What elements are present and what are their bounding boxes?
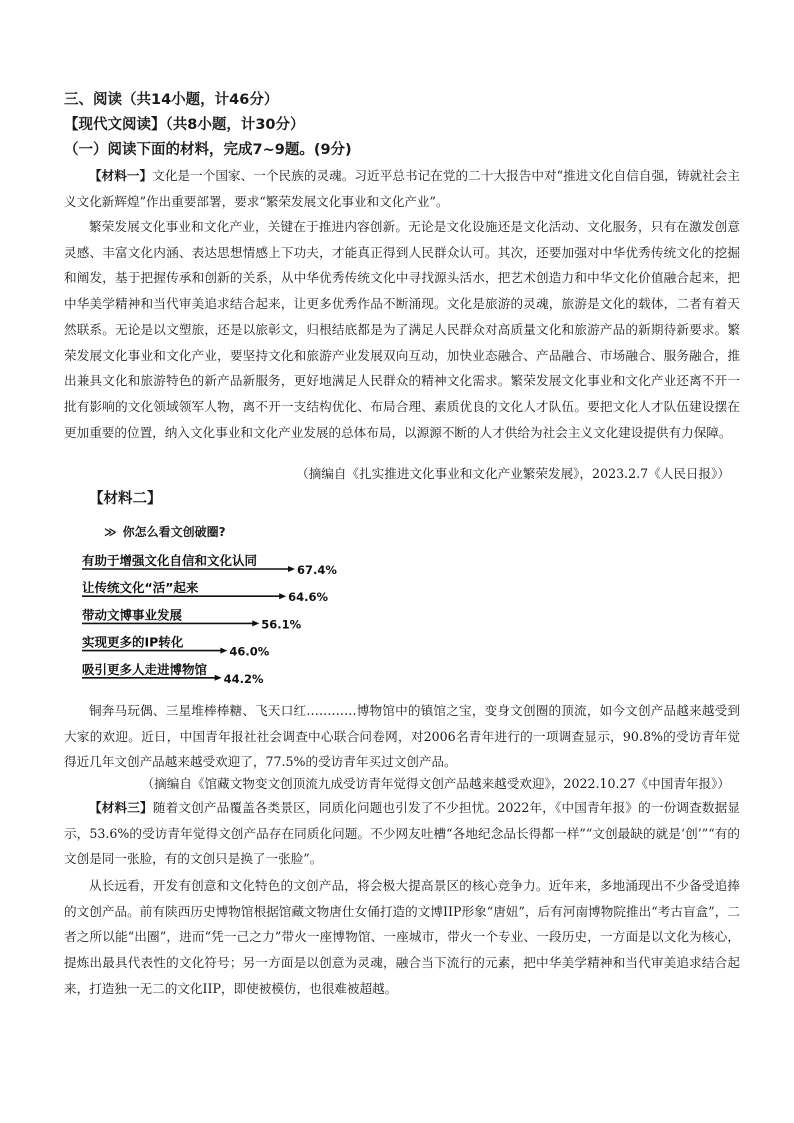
chart-value-label: 56.1% xyxy=(261,617,302,632)
chart-plot xyxy=(80,520,380,695)
chart-value-label: 44.2% xyxy=(223,671,264,686)
material1-source: （摘编自《扎实推进文化事业和文化产业繁荣发展》，2023.2.7《人民日报》） xyxy=(296,466,730,481)
chart-bar-arrowhead xyxy=(288,566,295,572)
chart-category-label: 吸引更多人走进博物馆 xyxy=(82,661,208,677)
chevron-double-right-icon: ≫ xyxy=(104,525,117,539)
chart-bar-arrowhead xyxy=(279,593,286,599)
material2-label: 【材料二】 xyxy=(89,491,162,507)
chart-bar-arrowhead xyxy=(220,648,227,654)
chart-bar-arrowhead xyxy=(252,620,259,626)
material1-text1: 文化是一个国家、一个民族的灵魂。习近平总书记在党的二十大报告中对“推进文化自信自强，铸就社会主义文化新辉煌”作出重要部署，要求“繁荣发展文化事业和文化产业”。 xyxy=(64,168,740,209)
survey-bar-chart xyxy=(80,520,380,695)
material3-label: 【材料三】 xyxy=(89,800,153,815)
chart-category-label: 带动文博事业发展 xyxy=(82,607,183,623)
section-heading: 三、阅读（共14小题，计46分） xyxy=(64,92,279,108)
subsection-heading: 【现代文阅读】（共8小题，计30分） xyxy=(64,117,305,133)
chart-category-label: 让传统文化“活”起来 xyxy=(82,580,199,596)
chart-value-label: 67.4% xyxy=(297,563,337,577)
part-heading: （一）阅读下面的材料，完成7~9题。(9分) xyxy=(64,142,352,158)
chart-value-label: 64.6% xyxy=(288,590,329,605)
chart-category-label: 实现更多的IP转化 xyxy=(82,634,184,650)
chart-bar-arrowhead xyxy=(215,675,222,681)
chart-title-text: 你怎么看文创破圈? xyxy=(122,525,226,539)
material3-paragraph1 xyxy=(64,795,740,872)
material2-source: （摘编自《馆藏文物变文创顶流九成受访青年觉得文创产品越来越受欢迎》，2022.10.27《中国青年报》） xyxy=(141,776,730,791)
material2-paragraph: 铜奔马玩偶、三星堆棒棒糖、飞天口红…………博物馆中的镇馆之宝，变身文创圈的顶流，如今文创产品越来越受到大家的欢迎。近日，中国青年报社社会调查中心联合问卷网，对2006名青年进行的一项调查显示，90.8%的受访青年觉得近几年文创产品越来越受欢迎了，77.5%的受访青年买过文创产品。 xyxy=(64,703,740,770)
material1-label: 【材料一】 xyxy=(89,168,153,183)
material1-paragraph2: 繁荣发展文化事业和文化产业，关键在于推进内容创新。无论是文化设施还是文化活动、文化服务，只有在激发创意灵感、丰富文化内涵、表达思想情感上下功夫，才能真正得到人民群众认可。其次，还要加强对中华优秀传统文化的挖掘和阐发，基于把握传承和创新的关系，从中华优秀传统文化中寻找源头活水，把艺术创造力和中华文化价值融合起来，把中华美学精神和当代审美追求结合起来，让更多优秀作品不断涌现。文化是旅游的灵魂，旅游是文化的载体，二者有着天然联系。无论是以文塑旅，还是以旅彰文，归根结底都是为了满足人民群众对高质量文化和旅游产品的新期待新要求。繁荣发展文化事业和文化产业，要坚持文化和旅游产业发展双向互动，加快业态融合、产品融合、市场融合、服务融合，推出兼具文化和旅游特色的新产品新服务，更好地满足人民群众的精神文化需求。繁荣发展文化事业和文化产业还离不开一批有影响的文化领域领军人物，离不开一支结构优化、布局合理、素质优良的文化人才队伍。要把文化人才队伍建设摆在更加重要的位置，纳入文化事业和文化产业发展的总体布局，以源源不断的人才供给为社会主义文化建设提供有力保障。 xyxy=(64,219,740,440)
chart-value-label: 46.0% xyxy=(229,644,270,659)
material3-text1: 随着文创产品覆盖各类景区，同质化问题也引发了不少担忧。2022年，《中国青年报》的一份调查数据显示，53.6%的受访青年觉得文创产品存在同质化问题。不少网友吐槽“各地纪念品长得都一样”“文创最缺的就是‘创’”“有的文创是同一张脸，有的文创只是换了一张脸”。 xyxy=(64,800,740,867)
material3-paragraph2: 从长远看，开发有创意和文化特色的文创产品，将会极大提高景区的核心竞争力。近年来，多地涌现出不少备受追捧的文创产品。前有陕西历史博物馆根据馆藏文物唐仕女俑打造的文博IIP形象“唐妞”，后有河南博物院推出“考古盲盒”，二者之所以能“出圈”，进而“凭一己之力”带火一座博物馆、一座城市，带火一个专业、一段历史，一方面是以文化为核心，提炼出最具代表性的文化符号；另一方面是以创意为灵魂，融合当下流行的元素，把中华美学精神和当代审美追求结合起来，打造独一无二的文化IIP，即使被模仿，也很难被超越。 xyxy=(64,878,740,996)
material1-paragraph1 xyxy=(64,163,740,214)
chart-category-label: 有助于增强文化自信和文化认同 xyxy=(82,553,258,568)
